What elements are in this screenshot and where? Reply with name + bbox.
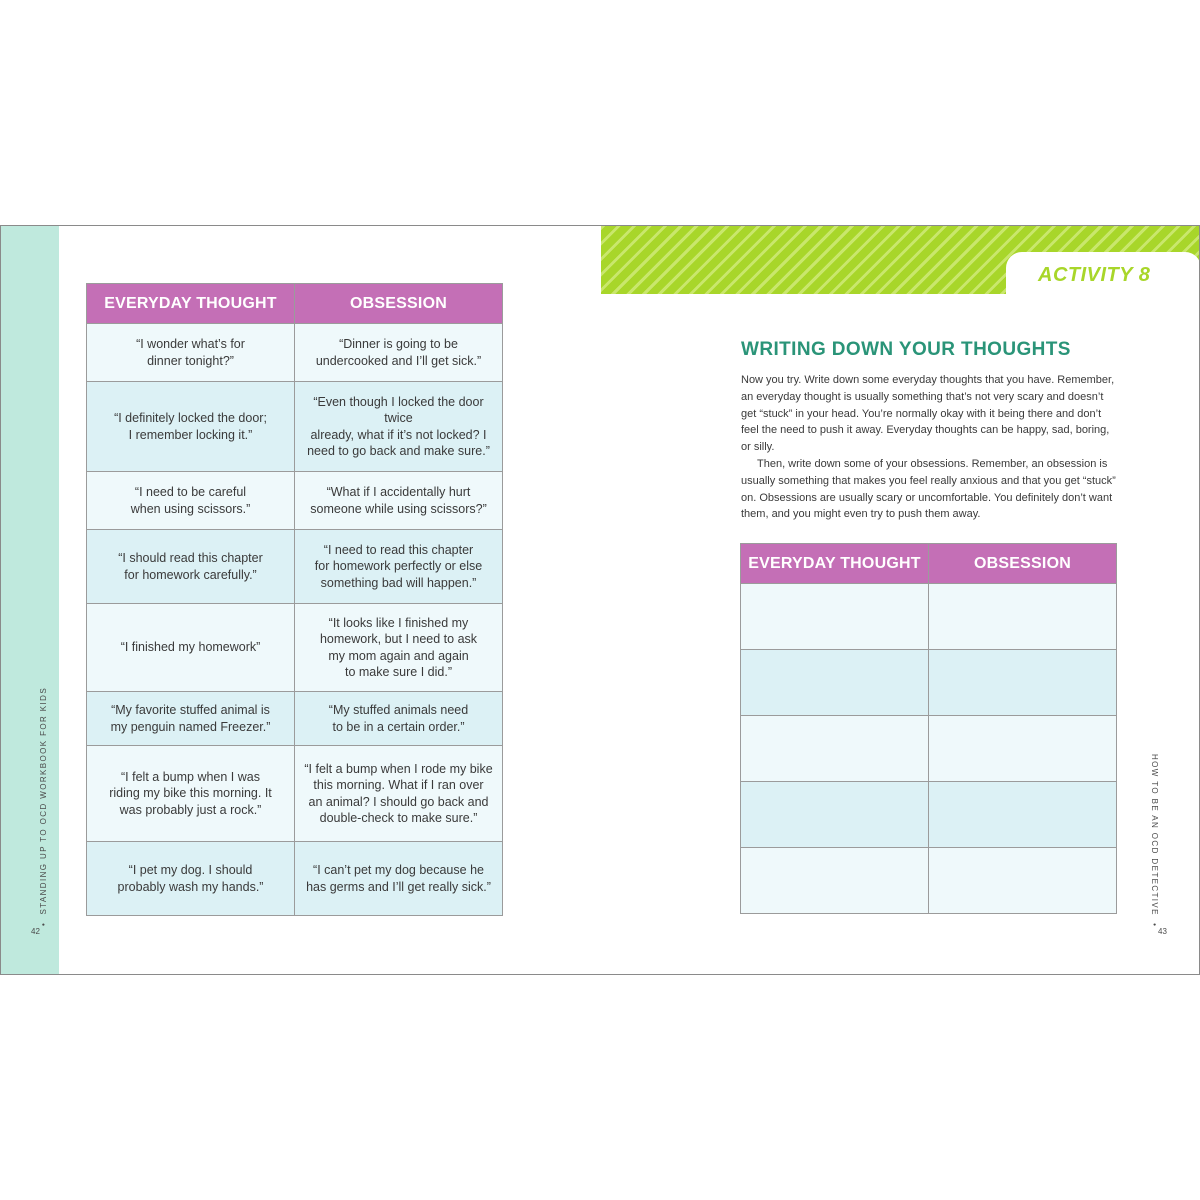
table-row xyxy=(87,382,503,472)
activity-label: ACTIVITY 8 xyxy=(1038,264,1151,286)
table-row xyxy=(741,584,1117,650)
table-row xyxy=(87,692,503,746)
bullet-icon: • xyxy=(39,914,48,926)
table-row xyxy=(87,604,503,692)
everyday-thought-write-in[interactable] xyxy=(741,848,929,914)
instructions xyxy=(741,372,1117,523)
everyday-thought-cell: “I need to be careful when using scissors.” xyxy=(87,472,295,530)
obsession-cell: “What if I accidentally hurt someone while using scissors?” xyxy=(295,472,503,530)
obsession-cell: “I need to read this chapter for homework perfectly or else something bad will happen.” xyxy=(295,530,503,604)
everyday-thought-write-in[interactable] xyxy=(741,782,929,848)
everyday-thought-write-in[interactable] xyxy=(741,650,929,716)
header-obsession: OBSESSION xyxy=(929,544,1117,584)
instructions-paragraph-1: Now you try. Write down some everyday thoughts that you have. Remember, an everyday thought is usually something that’s not very scary and doesn’t get “stuck” in your head. You’re normally okay with it being there and don’t feel the need to push it away. Everyday thoughts can be happy, sad, boring, or silly. xyxy=(741,374,1115,454)
everyday-thought-cell: “I pet my dog. I should probably wash my hands.” xyxy=(87,842,295,916)
table-row xyxy=(87,472,503,530)
table-row xyxy=(741,650,1117,716)
obsession-cell: “I felt a bump when I rode my bike this morning. What if I ran over an animal? I should go back and double-check to make sure.” xyxy=(295,746,503,842)
obsession-write-in[interactable] xyxy=(929,782,1117,848)
instructions-paragraph-2: Then, write down some of your obsessions. Remember, an obsession is usually something that makes you feel really anxious and that you get “stuck” on. Obsessions are usually scary or uncomfortable. You definitely don’t want them, and you might even try to push them away. xyxy=(741,457,1116,521)
table-row xyxy=(87,842,503,916)
everyday-thought-cell: “I should read this chapter for homework carefully.” xyxy=(87,530,295,604)
obsession-cell: “My stuffed animals need to be in a certain order.” xyxy=(295,692,503,746)
obsession-cell: “Even though I locked the door twice already, what if it’s not locked? I need to go back and make sure.” xyxy=(295,382,503,472)
table-row xyxy=(741,716,1117,782)
scalloped-edge xyxy=(53,226,65,974)
obsession-cell: “Dinner is going to be undercooked and I’ll get sick.” xyxy=(295,324,503,382)
table-row xyxy=(741,782,1117,848)
everyday-thought-cell: “My favorite stuffed animal is my penguin named Freezer.” xyxy=(87,692,295,746)
everyday-thought-cell: “I finished my homework” xyxy=(87,604,295,692)
mint-border xyxy=(1,226,59,974)
obsession-cell: “I can’t pet my dog because he has germs and I’ll get really sick.” xyxy=(295,842,503,916)
right-page-number: 43 xyxy=(1158,927,1167,936)
everyday-thought-cell: “I definitely locked the door; I remember locking it.” xyxy=(87,382,295,472)
page-title: WRITING DOWN YOUR THOUGHTS xyxy=(741,339,1071,360)
header-everyday-thought: EVERYDAY THOUGHT xyxy=(87,284,295,324)
book-spread xyxy=(0,225,1200,975)
everyday-thought-cell: “I wonder what’s for dinner tonight?” xyxy=(87,324,295,382)
table-row xyxy=(87,324,503,382)
obsession-write-in[interactable] xyxy=(929,650,1117,716)
obsession-write-in[interactable] xyxy=(929,584,1117,650)
right-running-title: HOW TO BE AN OCD DETECTIVE • xyxy=(1150,754,1159,928)
blank-thoughts-table xyxy=(740,543,1117,914)
everyday-thought-write-in[interactable] xyxy=(741,716,929,782)
everyday-thought-cell: “I felt a bump when I was riding my bike this morning. It was probably just a rock.” xyxy=(87,746,295,842)
header-obsession: OBSESSION xyxy=(295,284,503,324)
obsession-write-in[interactable] xyxy=(929,848,1117,914)
bullet-icon: • xyxy=(1150,915,1159,928)
table-row xyxy=(87,530,503,604)
obsession-write-in[interactable] xyxy=(929,716,1117,782)
left-running-title: • STANDING UP TO OCD WORKBOOK FOR KIDS xyxy=(39,686,48,926)
everyday-thought-write-in[interactable] xyxy=(741,584,929,650)
obsession-cell: “It looks like I finished my homework, but I need to ask my mom again and again to make sure I did.” xyxy=(295,604,503,692)
left-page-number: 42 xyxy=(31,927,40,936)
header-everyday-thought: EVERYDAY THOUGHT xyxy=(741,544,929,584)
table-row xyxy=(87,746,503,842)
table-row xyxy=(741,848,1117,914)
example-thoughts-table xyxy=(86,283,503,916)
